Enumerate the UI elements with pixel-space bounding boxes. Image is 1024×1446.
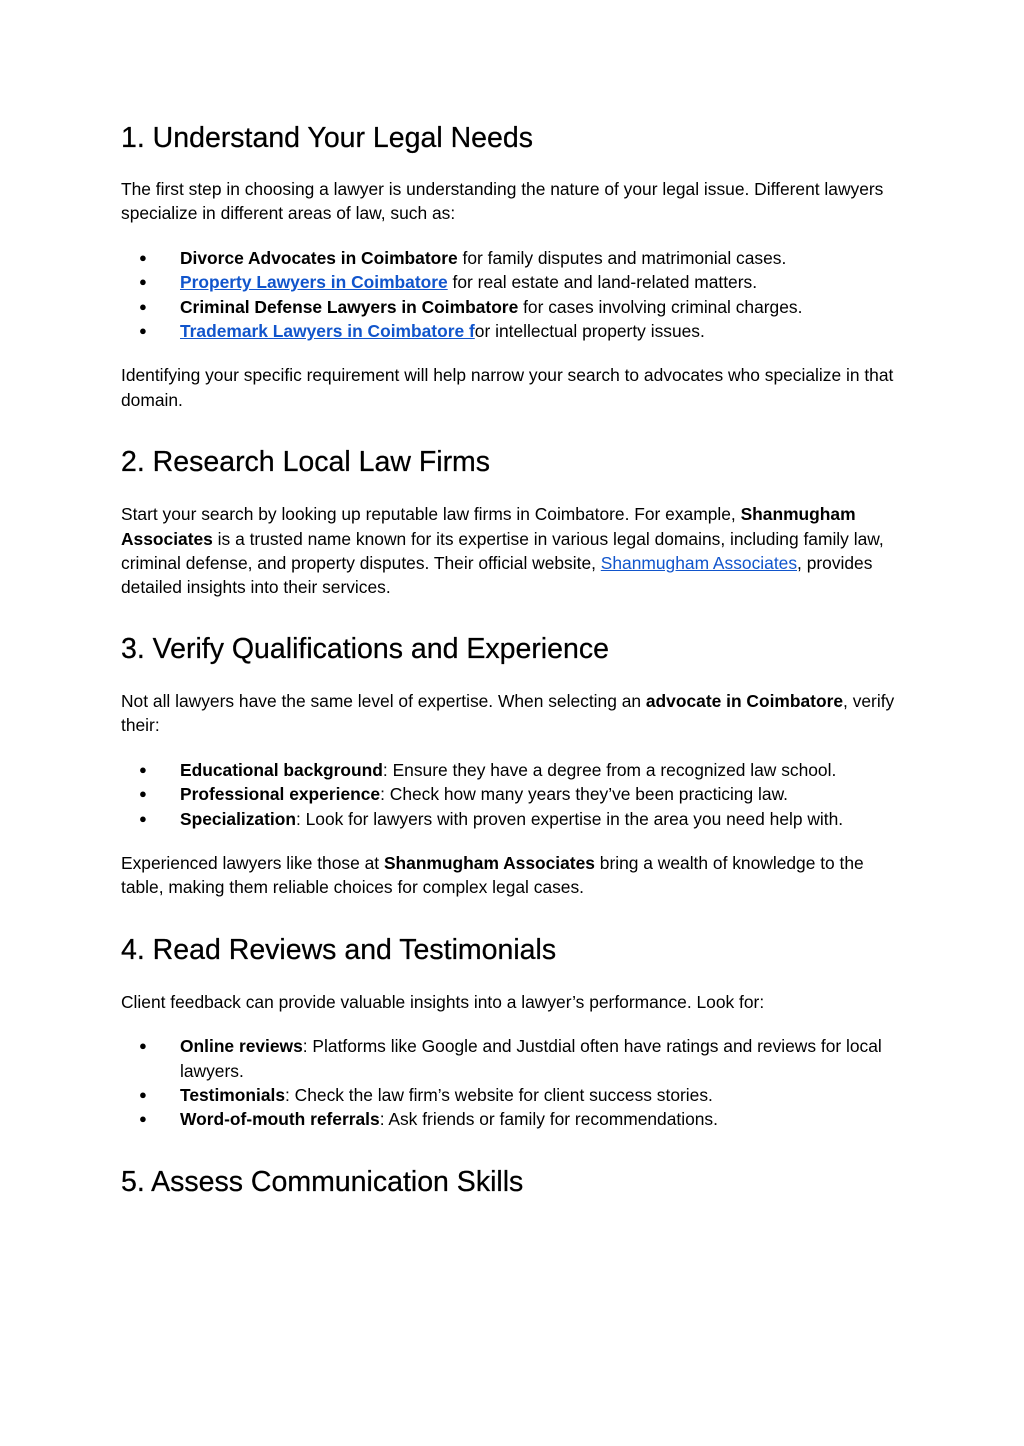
bold-term: Word-of-mouth referrals <box>180 1109 380 1130</box>
bold-term: advocate in Coimbatore <box>645 690 844 711</box>
list-item-text: : Ask friends or family for recommendations. <box>379 1109 718 1130</box>
section-heading: 4. Read Reviews and Testimonials <box>121 933 557 966</box>
bullet-icon: ● <box>139 810 147 826</box>
text-run: Start your search by looking up reputable law firms in Coimbatore. For example, <box>121 504 741 525</box>
bold-term: Shanmugham Associates <box>383 852 595 873</box>
text-run: is a trusted name known for its expertise in various legal domains, including family law, criminal defense, and property disputes. Their official website, <box>121 528 884 574</box>
trademark-lawyers-link[interactable]: Trademark Lawyers in Coimbatore f <box>180 321 475 342</box>
bold-term: Criminal Defense Lawyers in Coimbatore <box>180 296 519 317</box>
property-lawyers-link[interactable]: Property Lawyers in Coimbatore <box>180 272 448 293</box>
list-item <box>121 1034 904 1083</box>
bullet-icon: ● <box>139 323 147 339</box>
text-run: Experienced lawyers like those at <box>121 852 384 873</box>
shanmugham-associates-link[interactable]: Shanmugham Associates <box>600 553 798 574</box>
paragraph <box>121 502 904 600</box>
bullet-icon: ● <box>139 249 147 265</box>
list-item <box>121 1107 904 1131</box>
bold-term: Testimonials <box>180 1084 286 1105</box>
section-heading: 1. Understand Your Legal Needs <box>121 122 533 154</box>
list-item <box>121 758 904 782</box>
list-item <box>121 782 904 806</box>
text-run: Not all lawyers have the same level of expertise. When selecting an <box>121 690 646 711</box>
paragraph <box>121 851 904 900</box>
bullet-icon: ● <box>139 1038 147 1054</box>
bullet-icon: ● <box>139 274 147 290</box>
document-page <box>0 121 1024 1446</box>
bold-term: Divorce Advocates in Coimbatore <box>180 247 458 268</box>
bullet-list <box>121 758 904 831</box>
section-heading: 5. Assess Communication Skills <box>121 1165 524 1198</box>
bold-term: Educational background <box>180 759 383 780</box>
list-item <box>121 295 904 319</box>
list-item-text: for real estate and land-related matters. <box>447 272 758 293</box>
list-item <box>121 1083 904 1107</box>
list-item-text: for cases involving criminal charges. <box>518 296 803 317</box>
bullet-icon: ● <box>139 1086 147 1102</box>
list-item <box>121 246 904 270</box>
list-item-text: : Check how many years they’ve been practicing law. <box>380 784 789 805</box>
bullet-icon: ● <box>139 786 147 802</box>
text-run: , verify their: <box>121 690 895 736</box>
paragraph: Client feedback can provide valuable insights into a lawyer’s performance. Look for: <box>121 991 765 1012</box>
list-item-text: for family disputes and matrimonial cases. <box>457 247 787 268</box>
list-item-text: or intellectual property issues. <box>474 321 705 342</box>
bullet-icon: ● <box>139 761 147 777</box>
list-item-text: : Ensure they have a degree from a recognized law school. <box>382 759 837 780</box>
list-item <box>121 270 904 294</box>
paragraph: Identifying your specific requirement will help narrow your search to advocates who specialize in that domain. <box>121 365 894 410</box>
bold-term: Shanmugham Associates <box>121 504 856 549</box>
paragraph <box>121 689 904 738</box>
text-run: bring a wealth of knowledge to the table, making them reliable choices for complex legal cases. <box>121 852 864 898</box>
bold-term: Professional experience <box>180 784 381 805</box>
section-heading: 3. Verify Qualifications and Experience <box>121 632 609 665</box>
bold-term: Online reviews <box>180 1036 303 1057</box>
paragraph: The first step in choosing a lawyer is understanding the nature of your legal issue. Different lawyers specialize in different areas of law, such as: <box>121 179 884 224</box>
list-item-text: : Platforms like Google and Justdial often have ratings and reviews for local lawyers. <box>180 1036 882 1081</box>
bullet-list <box>121 246 904 344</box>
bullet-icon: ● <box>139 298 147 314</box>
bullet-icon: ● <box>139 1111 147 1127</box>
list-item <box>121 807 904 831</box>
bullet-list <box>121 1034 904 1132</box>
bold-term: Specialization <box>180 808 296 829</box>
list-item-text: : Look for lawyers with proven expertise in the area you need help with. <box>295 808 844 829</box>
section-heading: 2. Research Local Law Firms <box>121 446 491 479</box>
list-item-text: : Check the law firm’s website for client success stories. <box>285 1084 713 1105</box>
list-item <box>121 319 904 343</box>
text-run: , provides detailed insights into their services. <box>121 553 873 598</box>
